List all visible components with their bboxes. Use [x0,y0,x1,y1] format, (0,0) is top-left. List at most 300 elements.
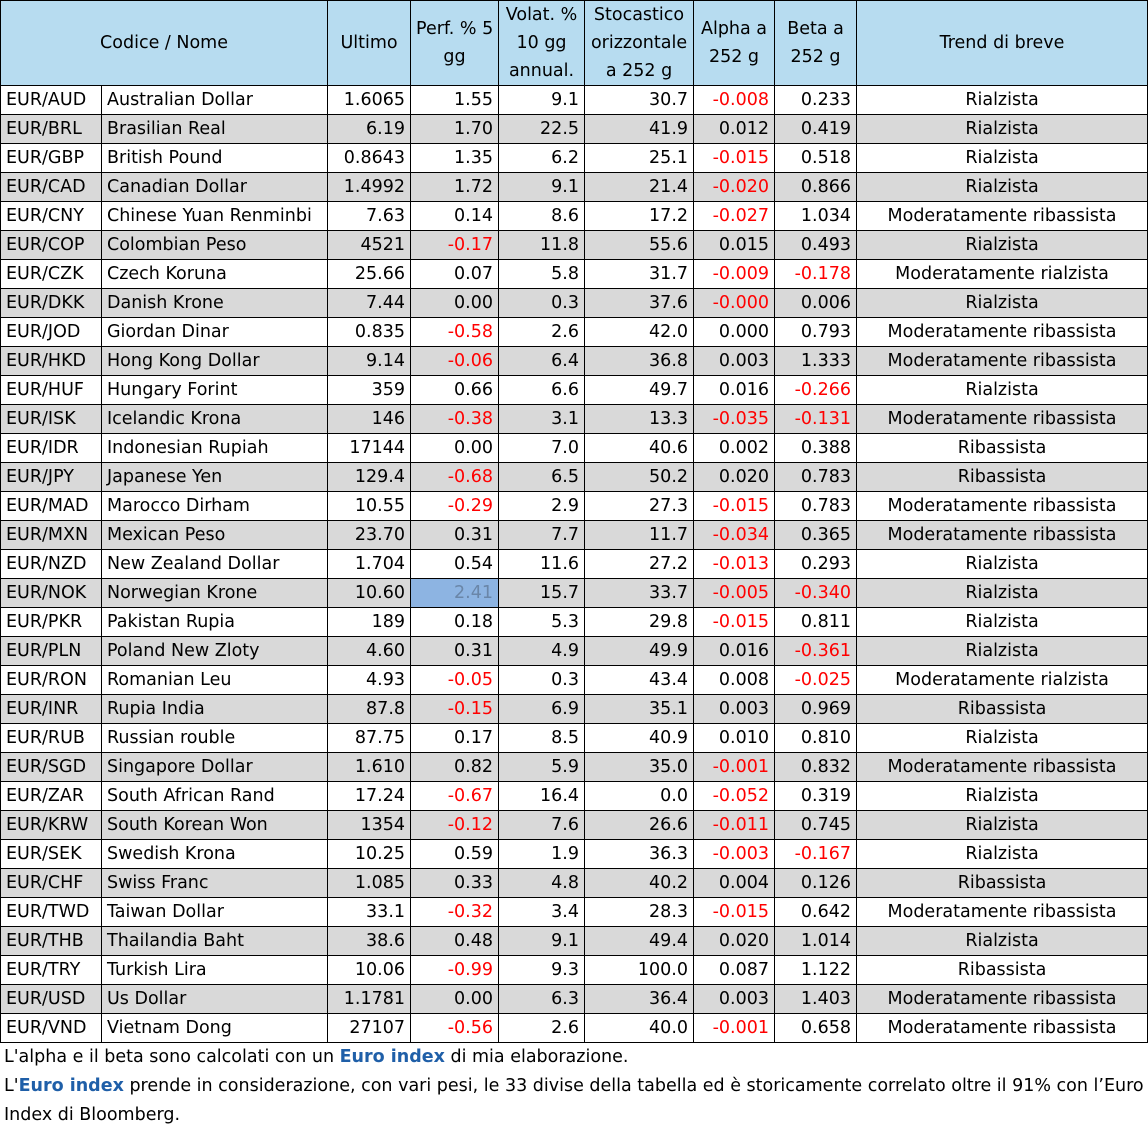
cell-beta[interactable]: 0.783 [775,463,857,492]
cell-perf[interactable]: -0.06 [411,347,499,376]
cell-perf[interactable]: 0.54 [411,550,499,579]
cell-perf[interactable]: 0.14 [411,202,499,231]
cell-alpha[interactable]: 0.087 [694,956,775,985]
cell-alpha[interactable]: 0.020 [694,463,775,492]
cell-trend[interactable]: Ribassista [857,695,1148,724]
cell-alpha[interactable]: -0.015 [694,144,775,173]
cell-trend[interactable]: Rialzista [857,173,1148,202]
cell-ultimo[interactable]: 10.25 [328,840,411,869]
cell-code[interactable]: EUR/CZK [1,260,102,289]
cell-name[interactable]: Vietnam Dong [102,1014,328,1043]
cell-trend[interactable]: Ribassista [857,434,1148,463]
cell-code[interactable]: EUR/USD [1,985,102,1014]
cell-ultimo[interactable]: 87.75 [328,724,411,753]
cell-volat[interactable]: 6.9 [499,695,585,724]
cell-code[interactable]: EUR/NZD [1,550,102,579]
cell-ultimo[interactable]: 4521 [328,231,411,260]
cell-ultimo[interactable]: 6.19 [328,115,411,144]
cell-volat[interactable]: 7.0 [499,434,585,463]
cell-name[interactable]: Turkish Lira [102,956,328,985]
cell-stocastico[interactable]: 40.2 [585,869,694,898]
header-volat[interactable]: Volat. % 10 gg annual. [499,1,585,86]
cell-perf[interactable]: 0.00 [411,289,499,318]
cell-trend[interactable]: Moderatamente ribassista [857,521,1148,550]
cell-name[interactable]: South Korean Won [102,811,328,840]
cell-name[interactable]: Swiss Franc [102,869,328,898]
cell-code[interactable]: EUR/HUF [1,376,102,405]
cell-beta[interactable]: -0.266 [775,376,857,405]
cell-perf[interactable]: 1.35 [411,144,499,173]
cell-alpha[interactable]: 0.015 [694,231,775,260]
cell-perf[interactable]: 0.18 [411,608,499,637]
cell-stocastico[interactable]: 13.3 [585,405,694,434]
cell-trend[interactable]: Moderatamente ribassista [857,898,1148,927]
cell-beta[interactable]: -0.131 [775,405,857,434]
cell-alpha[interactable]: 0.008 [694,666,775,695]
cell-alpha[interactable]: -0.003 [694,840,775,869]
cell-trend[interactable]: Rialzista [857,289,1148,318]
cell-ultimo[interactable]: 27107 [328,1014,411,1043]
cell-name[interactable]: Hungary Forint [102,376,328,405]
cell-name[interactable]: Giordan Dinar [102,318,328,347]
cell-stocastico[interactable]: 49.4 [585,927,694,956]
cell-code[interactable]: EUR/NOK [1,579,102,608]
cell-ultimo[interactable]: 1.1781 [328,985,411,1014]
cell-stocastico[interactable]: 42.0 [585,318,694,347]
cell-volat[interactable]: 22.5 [499,115,585,144]
cell-alpha[interactable]: -0.000 [694,289,775,318]
cell-name[interactable]: Rupia India [102,695,328,724]
cell-ultimo[interactable]: 1354 [328,811,411,840]
cell-perf[interactable]: -0.32 [411,898,499,927]
cell-ultimo[interactable]: 38.6 [328,927,411,956]
cell-beta[interactable]: 1.122 [775,956,857,985]
cell-perf[interactable]: -0.29 [411,492,499,521]
cell-trend[interactable]: Moderatamente ribassista [857,202,1148,231]
cell-trend[interactable]: Rialzista [857,550,1148,579]
header-alpha[interactable]: Alpha a 252 g [694,1,775,86]
cell-trend[interactable]: Ribassista [857,869,1148,898]
cell-volat[interactable]: 9.1 [499,173,585,202]
cell-stocastico[interactable]: 11.7 [585,521,694,550]
cell-perf[interactable]: -0.05 [411,666,499,695]
cell-ultimo[interactable]: 4.60 [328,637,411,666]
cell-code[interactable]: EUR/AUD [1,86,102,115]
cell-stocastico[interactable]: 31.7 [585,260,694,289]
header-ultimo[interactable]: Ultimo [328,1,411,86]
cell-ultimo[interactable]: 1.610 [328,753,411,782]
cell-name[interactable]: Mexican Peso [102,521,328,550]
cell-volat[interactable]: 5.9 [499,753,585,782]
cell-code[interactable]: EUR/IDR [1,434,102,463]
cell-volat[interactable]: 9.1 [499,86,585,115]
cell-name[interactable]: Romanian Leu [102,666,328,695]
cell-volat[interactable]: 2.9 [499,492,585,521]
cell-ultimo[interactable]: 1.4992 [328,173,411,202]
cell-beta[interactable]: 0.811 [775,608,857,637]
cell-code[interactable]: EUR/ZAR [1,782,102,811]
cell-volat[interactable]: 4.9 [499,637,585,666]
cell-perf[interactable]: -0.56 [411,1014,499,1043]
cell-name[interactable]: Chinese Yuan Renminbi [102,202,328,231]
cell-stocastico[interactable]: 100.0 [585,956,694,985]
cell-ultimo[interactable]: 359 [328,376,411,405]
cell-trend[interactable]: Rialzista [857,811,1148,840]
cell-name[interactable]: Canadian Dollar [102,173,328,202]
cell-code[interactable]: EUR/KRW [1,811,102,840]
cell-volat[interactable]: 6.3 [499,985,585,1014]
cell-beta[interactable]: 0.293 [775,550,857,579]
cell-perf[interactable]: -0.68 [411,463,499,492]
cell-trend[interactable]: Rialzista [857,637,1148,666]
cell-code[interactable]: EUR/CAD [1,173,102,202]
cell-code[interactable]: EUR/CNY [1,202,102,231]
cell-volat[interactable]: 6.6 [499,376,585,405]
cell-stocastico[interactable]: 41.9 [585,115,694,144]
cell-alpha[interactable]: 0.010 [694,724,775,753]
cell-trend[interactable]: Moderatamente ribassista [857,492,1148,521]
cell-beta[interactable]: 1.034 [775,202,857,231]
cell-volat[interactable]: 11.6 [499,550,585,579]
cell-ultimo[interactable]: 17144 [328,434,411,463]
cell-name[interactable]: Colombian Peso [102,231,328,260]
cell-perf[interactable]: 0.66 [411,376,499,405]
cell-trend[interactable]: Rialzista [857,782,1148,811]
cell-volat[interactable]: 7.6 [499,811,585,840]
cell-stocastico[interactable]: 50.2 [585,463,694,492]
cell-name[interactable]: Us Dollar [102,985,328,1014]
cell-trend[interactable]: Ribassista [857,463,1148,492]
cell-stocastico[interactable]: 35.0 [585,753,694,782]
cell-perf[interactable]: 0.00 [411,985,499,1014]
cell-perf[interactable]: 2.41 [411,579,499,608]
cell-alpha[interactable]: -0.015 [694,898,775,927]
cell-code[interactable]: EUR/PKR [1,608,102,637]
cell-name[interactable]: Hong Kong Dollar [102,347,328,376]
cell-ultimo[interactable]: 25.66 [328,260,411,289]
cell-code[interactable]: EUR/TWD [1,898,102,927]
cell-name[interactable]: Thailandia Baht [102,927,328,956]
cell-volat[interactable]: 5.8 [499,260,585,289]
cell-ultimo[interactable]: 146 [328,405,411,434]
cell-stocastico[interactable]: 40.9 [585,724,694,753]
cell-stocastico[interactable]: 30.7 [585,86,694,115]
cell-perf[interactable]: 0.82 [411,753,499,782]
cell-ultimo[interactable]: 189 [328,608,411,637]
cell-alpha[interactable]: -0.009 [694,260,775,289]
cell-code[interactable]: EUR/CHF [1,869,102,898]
cell-volat[interactable]: 6.5 [499,463,585,492]
cell-stocastico[interactable]: 36.8 [585,347,694,376]
cell-name[interactable]: New Zealand Dollar [102,550,328,579]
cell-trend[interactable]: Moderatamente ribassista [857,405,1148,434]
cell-stocastico[interactable]: 25.1 [585,144,694,173]
cell-stocastico[interactable]: 29.8 [585,608,694,637]
cell-name[interactable]: Czech Koruna [102,260,328,289]
cell-name[interactable]: Japanese Yen [102,463,328,492]
cell-perf[interactable]: -0.67 [411,782,499,811]
cell-beta[interactable]: -0.167 [775,840,857,869]
cell-stocastico[interactable]: 28.3 [585,898,694,927]
cell-stocastico[interactable]: 0.0 [585,782,694,811]
cell-name[interactable]: Marocco Dirham [102,492,328,521]
cell-trend[interactable]: Moderatamente ribassista [857,347,1148,376]
cell-ultimo[interactable]: 10.55 [328,492,411,521]
cell-ultimo[interactable]: 7.44 [328,289,411,318]
cell-stocastico[interactable]: 35.1 [585,695,694,724]
cell-perf[interactable]: 0.31 [411,521,499,550]
header-beta[interactable]: Beta a 252 g [775,1,857,86]
cell-name[interactable]: Poland New Zloty [102,637,328,666]
cell-beta[interactable]: 0.518 [775,144,857,173]
cell-code[interactable]: EUR/RUB [1,724,102,753]
cell-ultimo[interactable]: 7.63 [328,202,411,231]
cell-alpha[interactable]: -0.020 [694,173,775,202]
cell-name[interactable]: Indonesian Rupiah [102,434,328,463]
cell-stocastico[interactable]: 21.4 [585,173,694,202]
cell-perf[interactable]: -0.12 [411,811,499,840]
cell-stocastico[interactable]: 36.4 [585,985,694,1014]
cell-beta[interactable]: 0.866 [775,173,857,202]
cell-perf[interactable]: 1.55 [411,86,499,115]
cell-volat[interactable]: 8.5 [499,724,585,753]
cell-code[interactable]: EUR/INR [1,695,102,724]
cell-name[interactable]: Russian rouble [102,724,328,753]
cell-stocastico[interactable]: 43.4 [585,666,694,695]
cell-trend[interactable]: Rialzista [857,144,1148,173]
cell-trend[interactable]: Rialzista [857,376,1148,405]
cell-volat[interactable]: 15.7 [499,579,585,608]
cell-alpha[interactable]: -0.013 [694,550,775,579]
cell-beta[interactable]: 0.419 [775,115,857,144]
cell-alpha[interactable]: -0.035 [694,405,775,434]
cell-trend[interactable]: Moderatamente rialzista [857,666,1148,695]
cell-beta[interactable]: -0.178 [775,260,857,289]
cell-stocastico[interactable]: 36.3 [585,840,694,869]
cell-alpha[interactable]: 0.000 [694,318,775,347]
cell-beta[interactable]: 1.014 [775,927,857,956]
cell-beta[interactable]: 0.319 [775,782,857,811]
cell-ultimo[interactable]: 87.8 [328,695,411,724]
cell-name[interactable]: British Pound [102,144,328,173]
header-perf[interactable]: Perf. % 5 gg [411,1,499,86]
cell-beta[interactable]: 0.126 [775,869,857,898]
cell-volat[interactable]: 9.1 [499,927,585,956]
cell-alpha[interactable]: -0.008 [694,86,775,115]
cell-volat[interactable]: 1.9 [499,840,585,869]
cell-alpha[interactable]: -0.015 [694,608,775,637]
cell-volat[interactable]: 8.6 [499,202,585,231]
cell-perf[interactable]: 1.72 [411,173,499,202]
cell-volat[interactable]: 3.4 [499,898,585,927]
header-stocastico[interactable]: Stocastico orizzontale a 252 g [585,1,694,86]
cell-alpha[interactable]: 0.003 [694,985,775,1014]
cell-beta[interactable]: 0.832 [775,753,857,782]
cell-alpha[interactable]: 0.004 [694,869,775,898]
cell-trend[interactable]: Moderatamente ribassista [857,1014,1148,1043]
cell-code[interactable]: EUR/MAD [1,492,102,521]
header-code-name[interactable]: Codice / Nome [1,1,328,86]
cell-perf[interactable]: 0.07 [411,260,499,289]
cell-alpha[interactable]: -0.052 [694,782,775,811]
cell-alpha[interactable]: -0.001 [694,753,775,782]
cell-code[interactable]: EUR/ISK [1,405,102,434]
cell-perf[interactable]: -0.38 [411,405,499,434]
cell-stocastico[interactable]: 37.6 [585,289,694,318]
cell-name[interactable]: Brasilian Real [102,115,328,144]
cell-stocastico[interactable]: 40.0 [585,1014,694,1043]
cell-trend[interactable]: Rialzista [857,840,1148,869]
cell-code[interactable]: EUR/TRY [1,956,102,985]
cell-alpha[interactable]: 0.020 [694,927,775,956]
cell-beta[interactable]: -0.361 [775,637,857,666]
cell-beta[interactable]: 0.493 [775,231,857,260]
cell-stocastico[interactable]: 49.7 [585,376,694,405]
cell-perf[interactable]: 1.70 [411,115,499,144]
cell-alpha[interactable]: 0.016 [694,637,775,666]
cell-perf[interactable]: 0.31 [411,637,499,666]
cell-ultimo[interactable]: 129.4 [328,463,411,492]
cell-beta[interactable]: 0.233 [775,86,857,115]
cell-stocastico[interactable]: 33.7 [585,579,694,608]
header-trend[interactable]: Trend di breve [857,1,1148,86]
cell-volat[interactable]: 11.8 [499,231,585,260]
cell-ultimo[interactable]: 23.70 [328,521,411,550]
cell-perf[interactable]: -0.15 [411,695,499,724]
cell-ultimo[interactable]: 1.085 [328,869,411,898]
cell-ultimo[interactable]: 9.14 [328,347,411,376]
cell-alpha[interactable]: 0.003 [694,695,775,724]
cell-perf[interactable]: 0.48 [411,927,499,956]
cell-stocastico[interactable]: 27.3 [585,492,694,521]
cell-alpha[interactable]: 0.003 [694,347,775,376]
cell-code[interactable]: EUR/JOD [1,318,102,347]
cell-code[interactable]: EUR/THB [1,927,102,956]
cell-alpha[interactable]: -0.005 [694,579,775,608]
cell-code[interactable]: EUR/SGD [1,753,102,782]
cell-perf[interactable]: 0.33 [411,869,499,898]
cell-code[interactable]: EUR/COP [1,231,102,260]
cell-volat[interactable]: 6.2 [499,144,585,173]
cell-trend[interactable]: Rialzista [857,579,1148,608]
cell-beta[interactable]: 0.365 [775,521,857,550]
cell-code[interactable]: EUR/PLN [1,637,102,666]
cell-code[interactable]: EUR/VND [1,1014,102,1043]
cell-stocastico[interactable]: 26.6 [585,811,694,840]
cell-volat[interactable]: 0.3 [499,289,585,318]
cell-trend[interactable]: Moderatamente ribassista [857,753,1148,782]
cell-beta[interactable]: 0.006 [775,289,857,318]
cell-name[interactable]: Norwegian Krone [102,579,328,608]
cell-ultimo[interactable]: 10.06 [328,956,411,985]
cell-ultimo[interactable]: 0.835 [328,318,411,347]
cell-perf[interactable]: 0.00 [411,434,499,463]
cell-stocastico[interactable]: 27.2 [585,550,694,579]
cell-beta[interactable]: 1.403 [775,985,857,1014]
cell-perf[interactable]: -0.99 [411,956,499,985]
cell-code[interactable]: EUR/BRL [1,115,102,144]
cell-beta[interactable]: -0.025 [775,666,857,695]
cell-ultimo[interactable]: 17.24 [328,782,411,811]
cell-volat[interactable]: 16.4 [499,782,585,811]
cell-volat[interactable]: 6.4 [499,347,585,376]
cell-alpha[interactable]: 0.016 [694,376,775,405]
cell-trend[interactable]: Rialzista [857,608,1148,637]
cell-stocastico[interactable]: 40.6 [585,434,694,463]
cell-trend[interactable]: Ribassista [857,956,1148,985]
cell-volat[interactable]: 7.7 [499,521,585,550]
cell-ultimo[interactable]: 1.6065 [328,86,411,115]
cell-name[interactable]: Swedish Krona [102,840,328,869]
cell-code[interactable]: EUR/DKK [1,289,102,318]
cell-stocastico[interactable]: 55.6 [585,231,694,260]
cell-name[interactable]: Danish Krone [102,289,328,318]
cell-trend[interactable]: Moderatamente ribassista [857,985,1148,1014]
cell-ultimo[interactable]: 4.93 [328,666,411,695]
cell-code[interactable]: EUR/RON [1,666,102,695]
cell-volat[interactable]: 2.6 [499,1014,585,1043]
cell-alpha[interactable]: 0.012 [694,115,775,144]
cell-ultimo[interactable]: 33.1 [328,898,411,927]
cell-volat[interactable]: 5.3 [499,608,585,637]
cell-ultimo[interactable]: 1.704 [328,550,411,579]
cell-trend[interactable]: Rialzista [857,231,1148,260]
cell-beta[interactable]: 0.658 [775,1014,857,1043]
cell-volat[interactable]: 9.3 [499,956,585,985]
cell-beta[interactable]: 0.810 [775,724,857,753]
cell-volat[interactable]: 3.1 [499,405,585,434]
cell-beta[interactable]: 0.969 [775,695,857,724]
cell-perf[interactable]: -0.58 [411,318,499,347]
cell-beta[interactable]: 0.642 [775,898,857,927]
cell-trend[interactable]: Moderatamente rialzista [857,260,1148,289]
cell-trend[interactable]: Rialzista [857,927,1148,956]
cell-volat[interactable]: 4.8 [499,869,585,898]
cell-alpha[interactable]: -0.015 [694,492,775,521]
cell-stocastico[interactable]: 49.9 [585,637,694,666]
cell-perf[interactable]: 0.17 [411,724,499,753]
cell-trend[interactable]: Rialzista [857,86,1148,115]
cell-perf[interactable]: -0.17 [411,231,499,260]
cell-code[interactable]: EUR/JPY [1,463,102,492]
cell-perf[interactable]: 0.59 [411,840,499,869]
cell-alpha[interactable]: -0.034 [694,521,775,550]
cell-code[interactable]: EUR/HKD [1,347,102,376]
cell-alpha[interactable]: -0.027 [694,202,775,231]
cell-name[interactable]: South African Rand [102,782,328,811]
cell-volat[interactable]: 0.3 [499,666,585,695]
cell-ultimo[interactable]: 10.60 [328,579,411,608]
cell-name[interactable]: Singapore Dollar [102,753,328,782]
cell-beta[interactable]: 0.793 [775,318,857,347]
cell-alpha[interactable]: -0.011 [694,811,775,840]
cell-beta[interactable]: 0.783 [775,492,857,521]
cell-ultimo[interactable]: 0.8643 [328,144,411,173]
cell-name[interactable]: Pakistan Rupia [102,608,328,637]
cell-stocastico[interactable]: 17.2 [585,202,694,231]
cell-alpha[interactable]: 0.002 [694,434,775,463]
cell-code[interactable]: EUR/GBP [1,144,102,173]
cell-alpha[interactable]: -0.001 [694,1014,775,1043]
cell-name[interactable]: Australian Dollar [102,86,328,115]
cell-beta[interactable]: 0.745 [775,811,857,840]
cell-name[interactable]: Taiwan Dollar [102,898,328,927]
cell-volat[interactable]: 2.6 [499,318,585,347]
cell-trend[interactable]: Rialzista [857,115,1148,144]
cell-trend[interactable]: Moderatamente ribassista [857,318,1148,347]
cell-trend[interactable]: Rialzista [857,724,1148,753]
cell-code[interactable]: EUR/SEK [1,840,102,869]
